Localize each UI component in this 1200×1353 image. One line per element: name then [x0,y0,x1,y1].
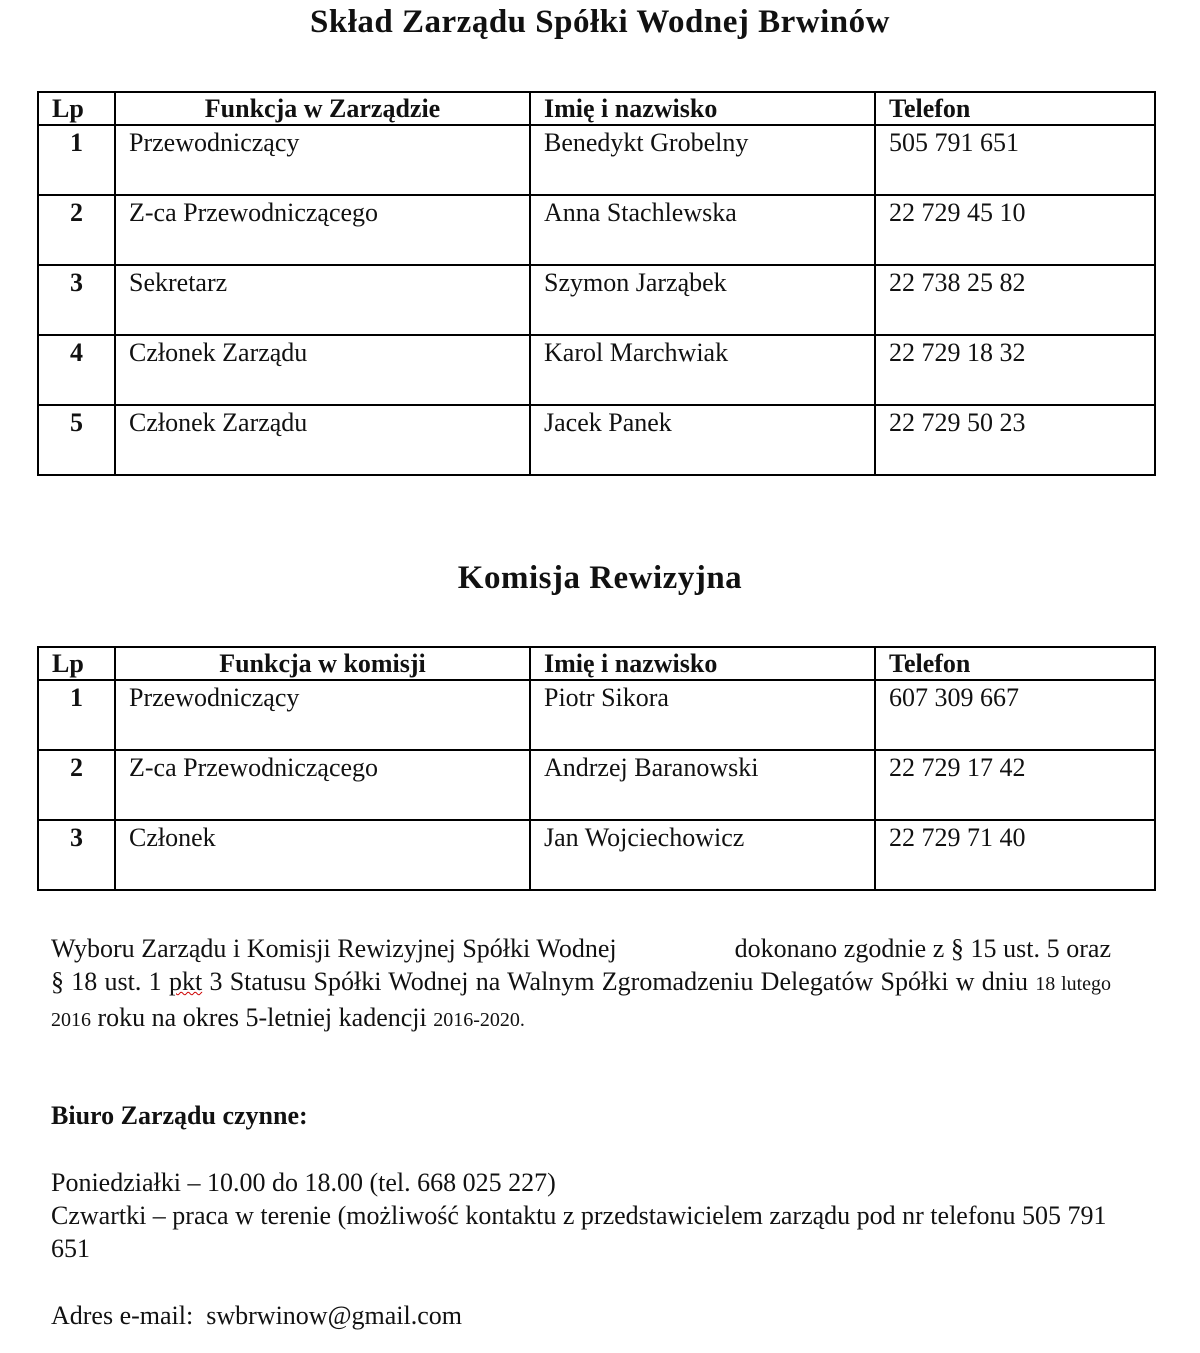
table-row [38,750,1155,820]
table-header-row [38,92,1155,125]
election-text-4: roku na okres 5-letniej kadencji [97,1003,427,1032]
cell-function: Przewodniczący [115,680,530,750]
cell-function: Członek Zarządu [115,405,530,475]
table-row [38,125,1155,195]
header-name: Imię i nazwisko [530,647,875,680]
table-row [38,335,1155,405]
cell-phone: 22 729 17 42 [875,750,1155,820]
header-lp: Lp [38,647,115,680]
cell-name: Anna Stachlewska [530,195,875,265]
table-row [38,820,1155,890]
cell-lp: 1 [38,680,115,750]
office-hours-monday: Poniedziałki – 10.00 do 18.00 (tel. 668 025 227) [51,1168,556,1197]
cell-phone: 22 729 45 10 [875,195,1155,265]
cell-phone: 22 738 25 82 [875,265,1155,335]
cell-function: Członek [115,820,530,890]
cell-function: Sekretarz [115,265,530,335]
election-text-2: dokonano zgodnie z § 15 ust. 5 oraz § 18 ust. 1 [51,934,1111,996]
cell-phone: 607 309 667 [875,680,1155,750]
commission-title: Komisja Rewizyjna [457,560,743,596]
cell-lp: 4 [38,335,115,405]
header-phone: Telefon [875,92,1155,125]
header-name: Imię i nazwisko [530,92,875,125]
board-table [37,91,1156,476]
cell-phone: 22 729 50 23 [875,405,1155,475]
email-address[interactable]: swbrwinow@gmail.com [206,1301,462,1330]
cell-lp: 2 [38,195,115,265]
cell-name: Karol Marchwiak [530,335,875,405]
cell-function: Członek Zarządu [115,335,530,405]
cell-lp: 1 [38,125,115,195]
table-row [38,195,1155,265]
cell-name: Andrzej Baranowski [530,750,875,820]
table-row [38,265,1155,335]
cell-name: Piotr Sikora [530,680,875,750]
cell-phone: 22 729 71 40 [875,820,1155,890]
cell-name: Jacek Panek [530,405,875,475]
table-header-row [38,647,1155,680]
cell-name: Jan Wojciechowicz [530,820,875,890]
cell-lp: 3 [38,265,115,335]
election-term: 2016-2020. [433,1009,525,1031]
cell-phone: 22 729 18 32 [875,335,1155,405]
cell-phone: 505 791 651 [875,125,1155,195]
cell-function: Z-ca Przewodniczącego [115,195,530,265]
office-hours [51,1166,1111,1265]
cell-lp: 5 [38,405,115,475]
table-row [38,680,1155,750]
email-line [51,1299,1111,1332]
header-phone: Telefon [875,647,1155,680]
email-label: Adres e-mail: [51,1301,194,1330]
table-row [38,405,1155,475]
election-pkt: pkt [168,967,203,996]
election-paragraph [51,932,1111,1037]
election-text-1: Wyboru Zarządu i Komisji Rewizyjnej Spółki Wodnej [51,934,617,963]
commission-table [37,646,1156,891]
cell-function: Z-ca Przewodniczącego [115,750,530,820]
cell-name: Szymon Jarząbek [530,265,875,335]
cell-name: Benedykt Grobelny [530,125,875,195]
election-date: 18 lutego 2016 [51,973,1112,1031]
office-hours-thursday: Czwartki – praca w terenie (możliwość kontaktu z przedstawicielem zarządu pod nr telefonu 505 791 651 [51,1201,1107,1263]
cell-lp: 3 [38,820,115,890]
board-title: Skład Zarządu Spółki Wodnej Brwinów [310,4,890,40]
cell-lp: 2 [38,750,115,820]
office-heading: Biuro Zarządu czynne: [51,1101,308,1130]
header-lp: Lp [38,92,115,125]
header-function: Funkcja w komisji [115,647,530,680]
cell-function: Przewodniczący [115,125,530,195]
header-function: Funkcja w Zarządzie [115,92,530,125]
election-text-3: 3 Statusu Spółki Wodnej na Walnym Zgromadzeniu Delegatów Spółki w dniu [209,967,1029,996]
